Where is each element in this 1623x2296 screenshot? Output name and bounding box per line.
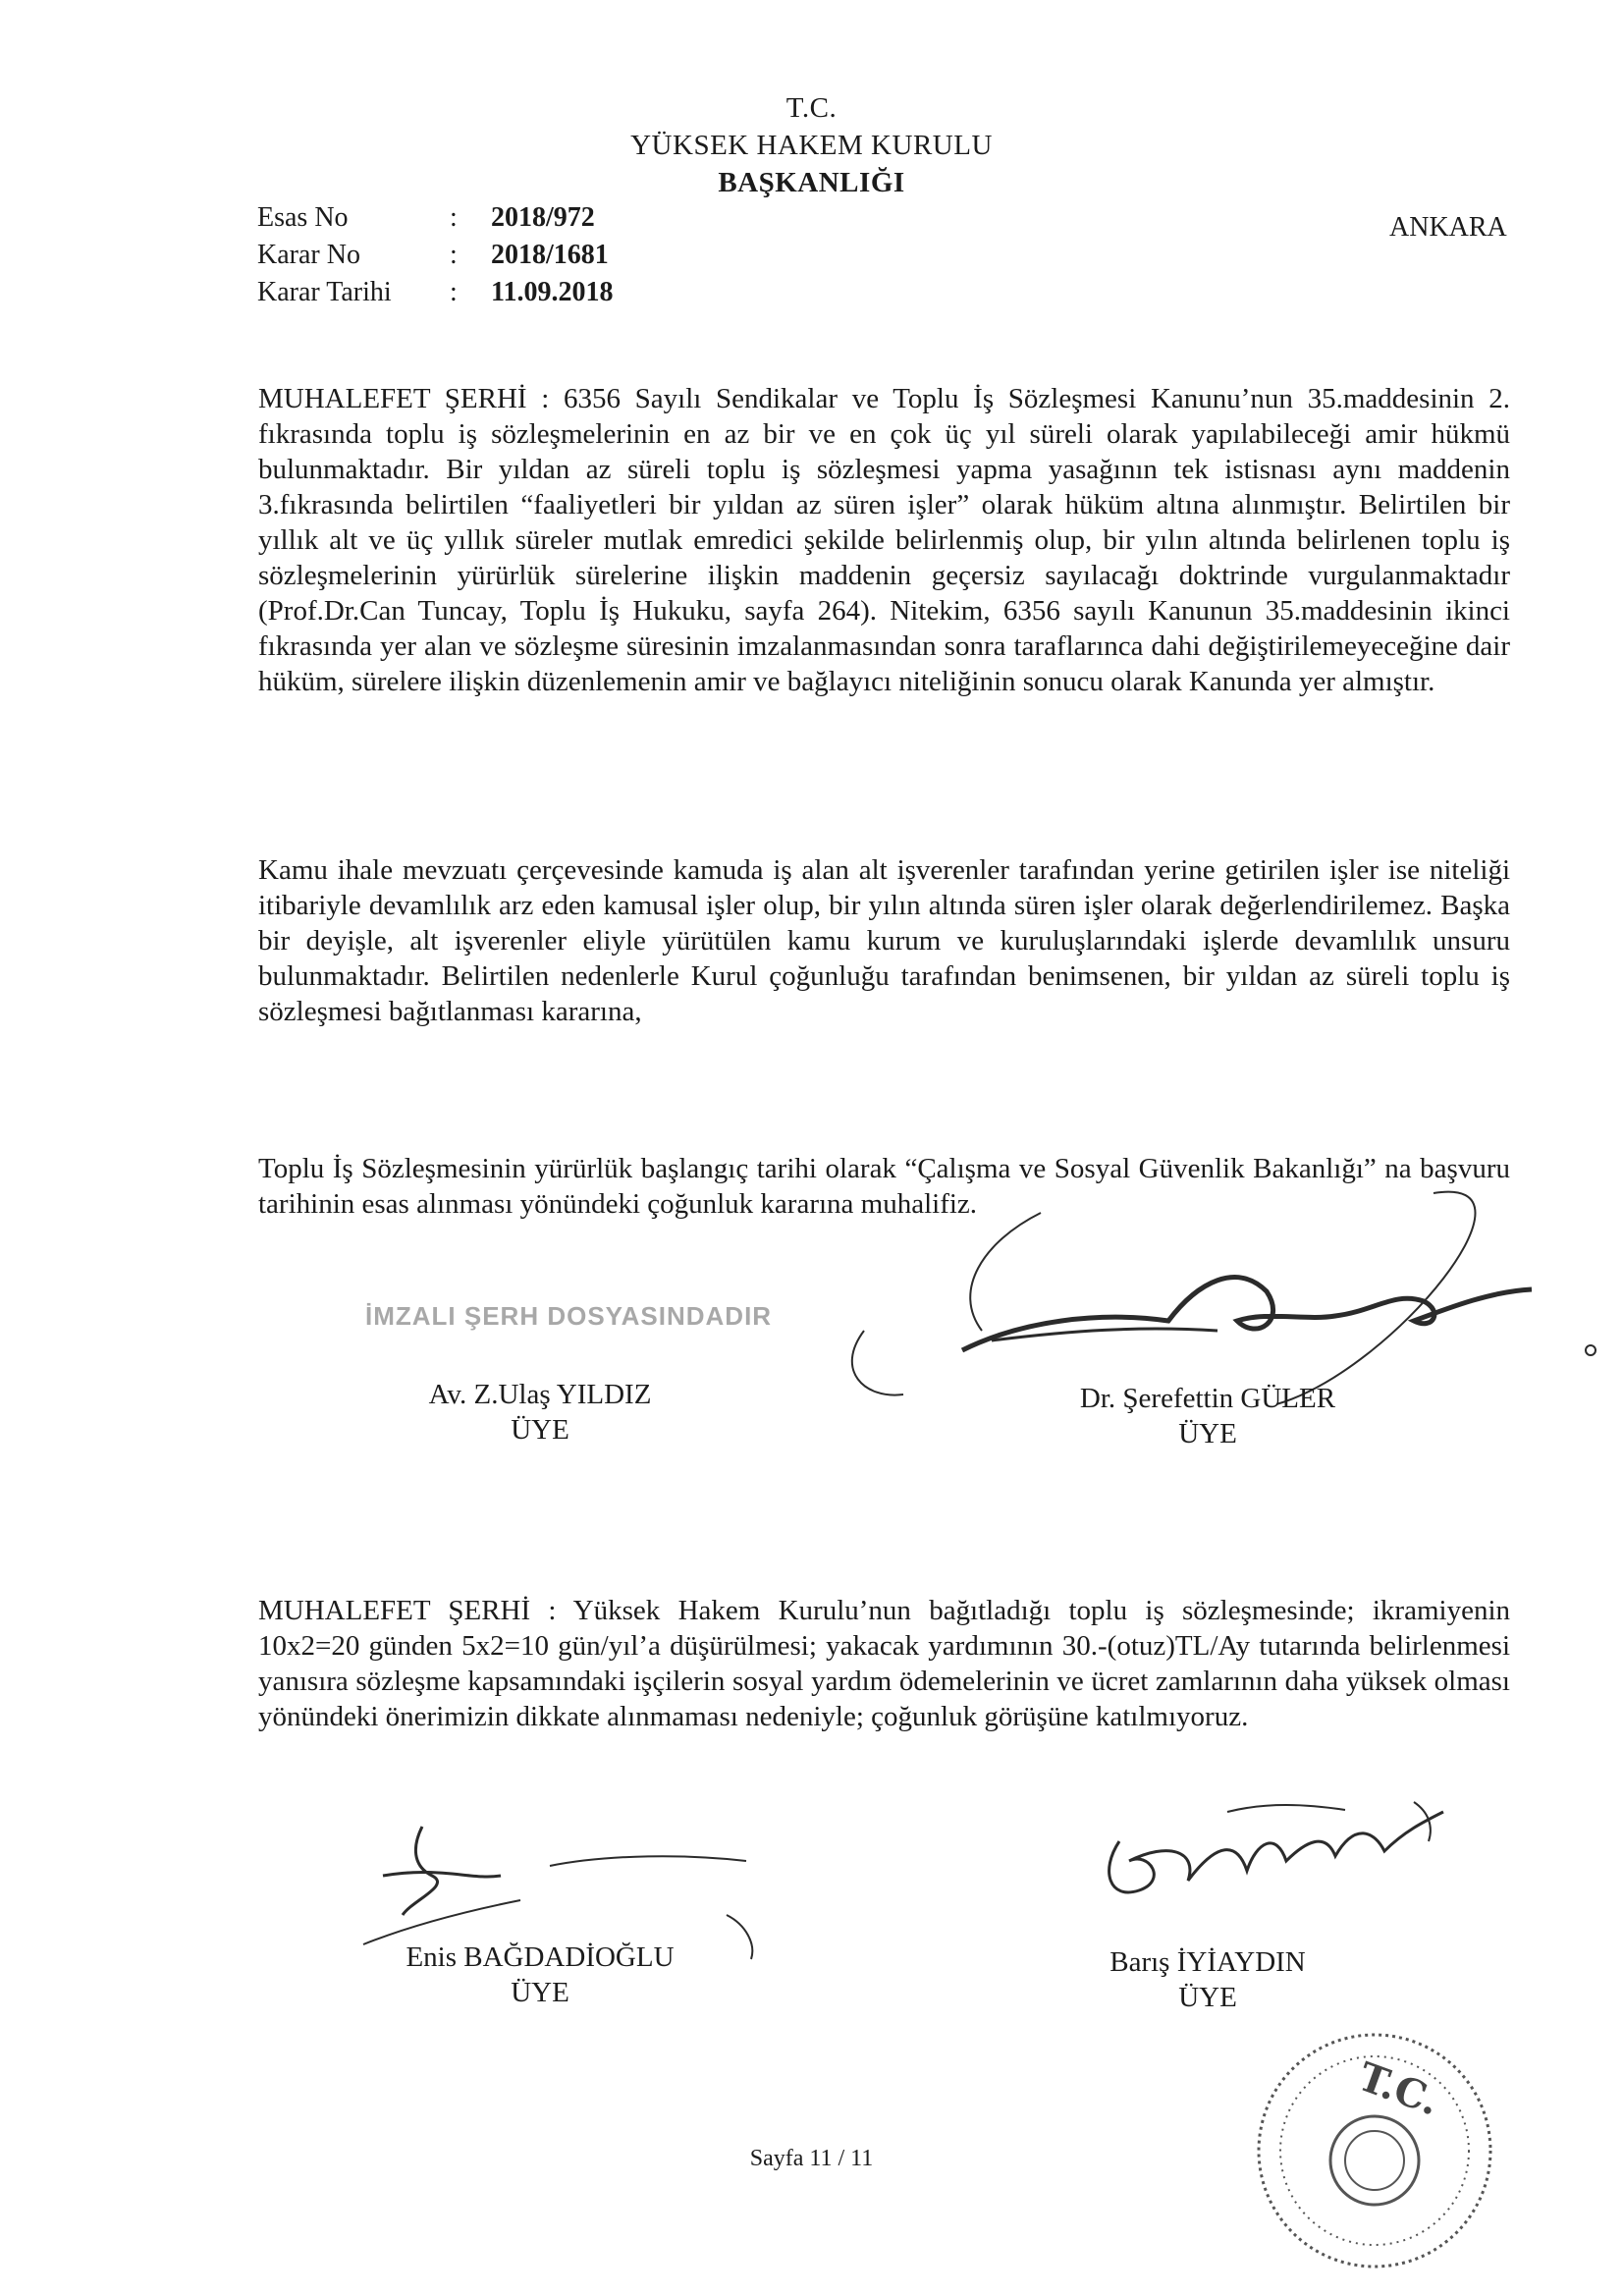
case-row-karar (257, 237, 613, 274)
case-info (257, 199, 613, 311)
case-sep: : (450, 240, 458, 270)
signatory-name: Enis BAĞDADİOĞLU (406, 1941, 675, 1973)
signature-iyiaydin (1090, 1782, 1463, 1920)
signatory-name: Av. Z.Ulaş YILDIZ (428, 1379, 652, 1410)
header-city: ANKARA (1389, 212, 1507, 243)
case-sep: : (450, 277, 458, 307)
dissent1-paragraph1: MUHALEFET ŞERHİ : 6356 Sayılı Sendikalar ve Toplu İş Sözleşmesi Kanunu’nun 35.maddesinin 2. fıkrasında toplu iş sözleşmelerinin en az bir ve en çok üç yıl süreli olarak yapılabileceği amir hükmü bulunmaktadır. Bir yıldan az süreli toplu iş sözleşmesi yapma yasağının tek istisnası aynı maddenin 3.fıkrasında belirtilen “faaliyetleri bir yıldan az süren işler” olarak hüküm altına alınmıştır. Belirtilen bir yıllık alt ve üç yıllık süreler mutlak emredici şekilde belirlenmiş olup, bir yılın altında belirlenen toplu iş sözleşmelerinin yürürlük sürelerine ilişkin maddenin geçersiz sayılacağı doktrinde vurgulanmaktadır (Prof.Dr.Can Tuncay, Toplu İş Hukuku, sayfa 264). Nitekim, 6356 sayılı Kanunun 35.maddesinin ikinci fıkrasında yer alan ve sözleşme süresinin imzalanmasından sonra taraflarınca dahi değiştirilemeyeceğine dair hüküm, sürelere ilişkin düzenlemenin amir ve bağlayıcı niteliğinin sonucu olarak Kanunda yer almıştır. (258, 383, 1510, 697)
seal-text: T.C. (1352, 2052, 1445, 2125)
case-label: Karar Tarihi (257, 277, 392, 307)
header-tc: T.C. (785, 92, 838, 124)
page-number: Sayfa 11 / 11 (749, 2146, 874, 2171)
case-row-esas (257, 199, 613, 237)
dissent1-paragraph3: Toplu İş Sözleşmesinin yürürlük başlangıç tarihi olarak “Çalışma ve Sosyal Güvenlik Bakanlığı” na başvuru tarihinin esas alınması yönündeki çoğunluk kararına muhalifiz. (258, 1153, 1510, 1220)
signatory-name: Barış İYİAYDIN (1109, 1946, 1306, 1978)
header-office: BAŞKANLIĞI (718, 167, 905, 198)
signatory-role: ÜYE (1178, 1418, 1237, 1449)
case-sep: : (450, 202, 458, 233)
signatory-role: ÜYE (511, 1414, 569, 1446)
signatory-role: ÜYE (1178, 1982, 1237, 2013)
dissent2-paragraph1: MUHALEFET ŞERHİ : Yüksek Hakem Kurulu’nun bağıtladığı toplu iş sözleşmesinde; ikramiyenin 10x2=20 günden 5x2=10 gün/yıl’a düşürülmesi; yakacak yardımının 30.-(otuz)TL/Ay tutarında belirlenmesi yanısıra sözleşme kapsamındaki işçilerin sosyal yardım ödemelerinin ve ücret zamlarının daha yüksek olması yönündeki önerimizin dikkate alınmaması nedeniyle; çoğunluk görüşüne katılmıyoruz. (258, 1595, 1510, 1732)
signatory-yildiz (353, 1377, 727, 1448)
dissent1-paragraph2: Kamu ihale mevzuatı çerçevesinde kamuda iş alan alt işverenler tarafından yerine getirilen işler ise niteliği itibariyle devamlılık arz eden kamusal işler olup, bir yılın altında süren işler olarak değerlendirilemez. Başka bir deyişle, alt işverenler eliyle yürütülen kamu kurum ve kuruluşlarındaki işlerde devamlılık unsuru bulunmaktadır. Belirtilen nedenlerle Kurul çoğunluğu tarafından benimsenen, bir yıldan az süreli toplu iş sözleşmesi bağıtlanması kararına, (258, 854, 1510, 1027)
case-row-tarih (257, 274, 613, 311)
signatory-iyiaydin (1021, 1944, 1394, 2015)
header-institution: YÜKSEK HAKEM KURULU (630, 130, 993, 161)
signatory-bagdadioglu (353, 1940, 727, 2010)
signatory-guler (1021, 1381, 1394, 1451)
case-label: Esas No (257, 202, 349, 233)
signatory-role: ÜYE (511, 1977, 569, 2008)
case-label: Karar No (257, 240, 360, 270)
faded-stamp-text: İMZALI ŞERH DOSYASINDADIR (365, 1301, 773, 1331)
case-value: 2018/972 (491, 202, 595, 233)
case-value: 11.09.2018 (491, 277, 614, 307)
signatory-name: Dr. Şerefettin GÜLER (1079, 1383, 1336, 1414)
case-value: 2018/1681 (491, 240, 609, 270)
